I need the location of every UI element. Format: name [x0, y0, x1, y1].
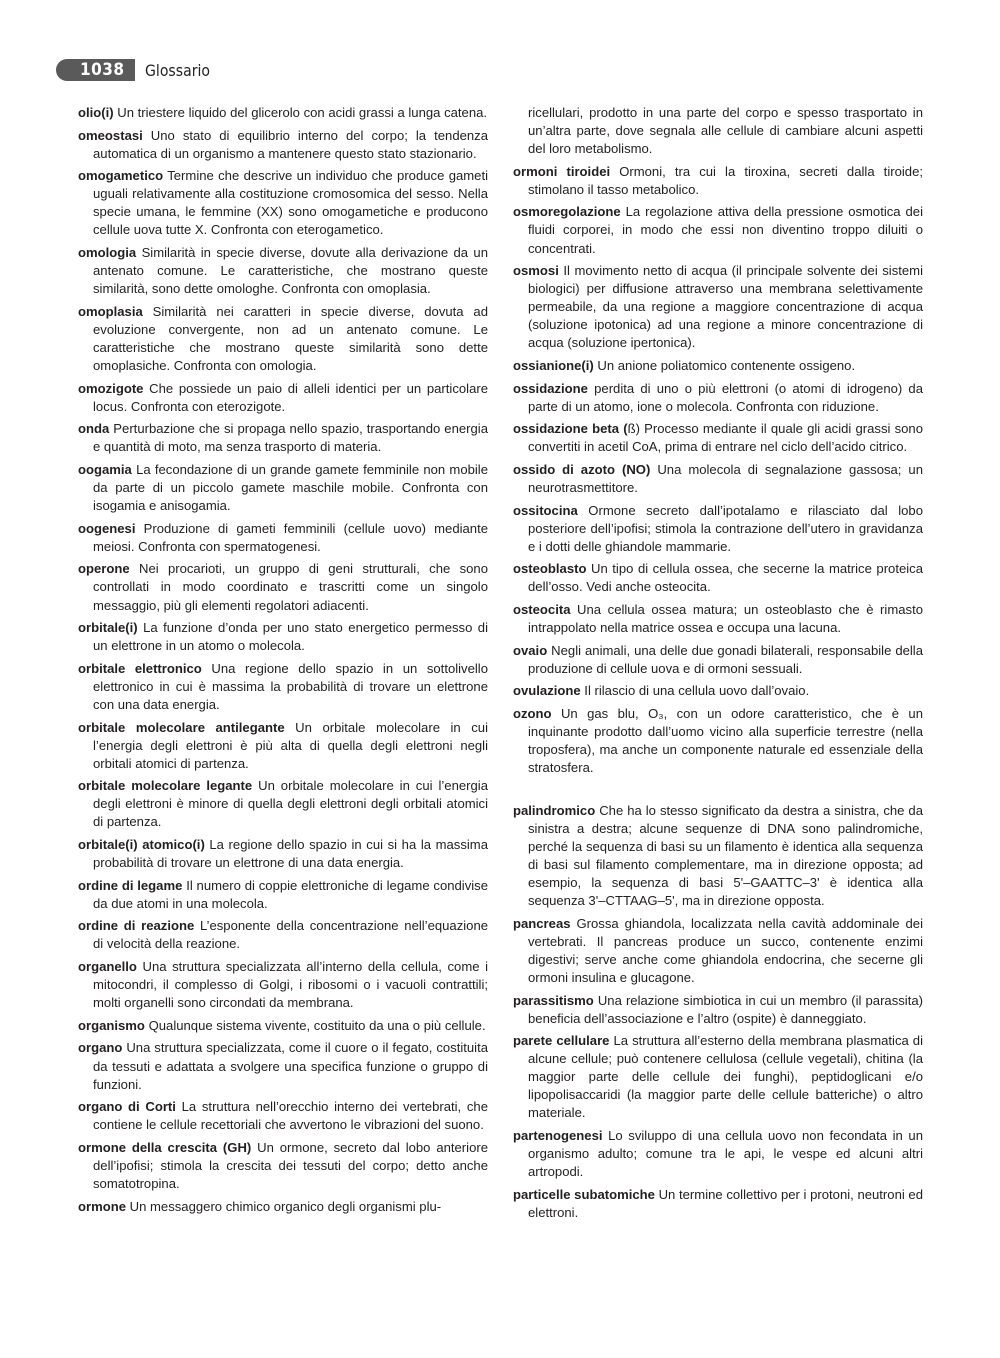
glossary-definition: Un orbitale molecolare in cui l’energia degli elettroni è minore di quella degli elettroni degli orbitali atomici di partenza.: [93, 778, 488, 830]
glossary-entry: [78, 619, 488, 655]
glossary-term: orbitale elettronico: [78, 660, 202, 676]
glossary-term: ovulazione: [513, 683, 581, 699]
glossary-term: organo: [78, 1040, 123, 1056]
glossary-definition: Un anione poliatomico contenente ossigeno.: [593, 357, 856, 373]
glossary-term: ossido di azoto (NO): [513, 462, 651, 477]
glossary-term: orbitale(i): [78, 620, 138, 636]
glossary-term: ozono: [513, 706, 552, 722]
glossary-entry: [513, 802, 923, 910]
glossary-entry: [78, 777, 488, 831]
glossary-definition: Nei procarioti, un gruppo di geni strutturali, che sono controllati in modo coordinato e trascritti come un singolo messaggio, più gli elementi regolatori adiacenti.: [93, 561, 488, 613]
glossary-definition: Una molecola di segnalazione gassosa; un neurotrasmettitore.: [528, 462, 923, 496]
glossary-definition: Termine che descrive un individuo che produce gameti uguali relativamente alla costituzione cromosomica del sesso. Nella specie umana, le femmine (XX) sono omogametiche e producono cellule uova tutte X. Confronta con eterogametico.: [93, 168, 488, 238]
glossary-term: omozigote: [78, 380, 144, 396]
glossary-entry: [78, 303, 488, 375]
glossary-definition: Che possiede un paio di alleli identici per un particolare locus. Confronta con eterozigote.: [93, 380, 488, 414]
glossary-term: orbitale(i) atomico(i): [78, 837, 205, 853]
glossary-entry: [78, 877, 488, 913]
section-gap: [513, 782, 923, 802]
glossary-definition: Il rilascio di una cellula uovo dall’ovaio.: [580, 683, 810, 699]
glossary-term: omologia: [78, 245, 137, 261]
glossary-definition: Perturbazione che si propaga nello spazio, trasportando energia e quantità di moto, ma senza trasporto di materia.: [93, 421, 488, 455]
glossary-column-right: [513, 104, 923, 1227]
glossary-definition: La regione dello spazio in cui si ha la massima probabilità di trovare un elettrone di una data energia.: [93, 837, 488, 871]
glossary-definition: Ormoni, tra cui la tiroxina, secreti dalla tiroide; stimolano il tasso metabolico.: [528, 163, 923, 197]
glossary-entry: [513, 915, 923, 987]
glossary-term: ossidazione beta (: [513, 421, 628, 437]
glossary-term: osteocita: [513, 602, 571, 618]
glossary-term: oogenesi: [78, 520, 136, 536]
glossary-definition: Una cellula ossea matura; un osteoblasto che è rimasto intrappolato nella matrice ossea e occupa una lacuna.: [528, 602, 923, 636]
glossary-entry: [513, 461, 923, 497]
glossary-term: ordine di reazione: [78, 918, 195, 934]
glossary-entry: [513, 420, 923, 456]
glossary-definition: Una relazione simbiotica in cui un membro (il parassita) beneficia dell’associazione e l’altro (ospite) è danneggiato.: [528, 992, 923, 1026]
glossary-definition: Lo sviluppo di una cellula uovo non fecondata in un organismo adulto; comune tra le api, le vespe ed alcuni altri artropodi.: [528, 1128, 923, 1180]
glossary-entry: [78, 836, 488, 872]
page-number: 1038: [56, 59, 135, 81]
page-title: Glossario: [144, 60, 210, 80]
glossary-entry: [513, 163, 923, 199]
glossary-definition: La fecondazione di un grande gamete femminile non mobile da parte di un piccolo gamete maschile mobile. Confronta con isogamia e anisogamia.: [93, 462, 488, 514]
glossary-definition: Una regione dello spazio in un sottolivello elettronico in cui è massima la probabilità di trovare un elettrone con una data energia.: [93, 660, 488, 712]
glossary-entry: [78, 461, 488, 515]
glossary-entry: [78, 719, 488, 773]
glossary-definition: La struttura all’esterno della membrana plasmatica di alcune cellule; può contenere cellulosa (cellule vegetali), chitina (la maggior parte delle cellule dei funghi), peptidoglicani e/o lipopolisaccaridi (la maggior parte delle cellule batteriche) o altro materiale.: [528, 1033, 923, 1121]
glossary-entry: [513, 1127, 923, 1181]
glossary-entry: [513, 560, 923, 596]
glossary-term: osteoblasto: [513, 561, 587, 577]
glossary-term: ordine di legame: [78, 877, 183, 893]
glossary-term: osmosi: [513, 263, 559, 279]
glossary-term: pancreas: [513, 915, 571, 931]
glossary-definition: Una struttura specializzata all’interno della cellula, come i mitocondri, il complesso di Golgi, i ribosomi o i vacuoli contrattili; molti organelli sono circondati da membrana.: [93, 959, 488, 1011]
glossary-entry: [513, 357, 923, 375]
glossary-entry: [78, 1098, 488, 1134]
glossary-definition: Il numero di coppie elettroniche di legame condivise da due atomi in una molecola.: [93, 877, 488, 911]
glossary-entry: [513, 601, 923, 637]
glossary-entry: [513, 1032, 923, 1122]
glossary-definition: Che ha lo stesso significato da destra a sinistra, che da sinistra a destra; alcune sequenze di DNA sono palindromiche, perché la sequenza di basi su un filamento è identica alla sequenza di basi sul filamento complementare, ma in direzione opposta; ad esempio, la sequenza di basi 5'–GAATTC–3' è identica alla sequenza 3'–CTTAAG–5', ma in direzione opposta.: [528, 802, 923, 909]
glossary-definition: Una struttura specializzata, come il cuore o il fegato, costituita da tessuti e adattata a svolgere una specifica funzione o gruppo di funzioni.: [93, 1040, 488, 1092]
glossary-term: onda: [78, 421, 110, 437]
glossary-term: ormone della crescita (GH): [78, 1139, 252, 1155]
glossary-term: omoplasia: [78, 303, 143, 319]
glossary-definition: Negli animali, una delle due gonadi bilaterali, responsabile della produzione di cellule uova e di ormoni sessuali.: [528, 642, 923, 676]
glossary-definition: Il movimento netto di acqua (il principale solvente dei sistemi biologici) per diffusione attraverso una membrana selettivamente permeabile, da una regione a maggiore concentrazione di acqua (soluzione ipotonica) ad una regione a minore concentrazione di acqua (soluzione ipertonica).: [528, 263, 923, 351]
glossary-entry: [78, 420, 488, 456]
glossary-definition: Produzione di gameti femminili (cellule uovo) mediante meiosi. Confronta con spermatogenesi.: [93, 520, 488, 554]
glossary-term: organismo: [78, 1017, 145, 1033]
glossary-entry: [78, 167, 488, 239]
glossary-definition: Un orbitale molecolare in cui l’energia degli elettroni è più alta di quella degli elettroni negli orbitali atomici di partenza.: [93, 719, 488, 771]
glossary-entry: [513, 203, 923, 257]
glossary-entry: [78, 104, 488, 122]
glossary-definition: Un ormone, secreto dal lobo anteriore dell’ipofisi; stimola la crescita dei tessuti del corpo; detto anche somatotropina.: [93, 1139, 488, 1191]
glossary-entry: [513, 380, 923, 416]
glossary-entry: [78, 958, 488, 1012]
glossary-definition: Uno stato di equilibrio interno del corpo; la tendenza automatica di un organismo a mantenere questo stato stazionario.: [93, 127, 488, 161]
glossary-term: ossidazione: [513, 380, 588, 396]
glossary-term: osmoregolazione: [513, 204, 621, 220]
glossary-definition: Grossa ghiandola, localizzata nella cavità addominale dei vertebrati. Il pancreas produce un succo, contenente enzimi digestivi; serve anche come ghiandola endocrina, che secerne gli ormoni insulina e glucagone.: [528, 915, 923, 985]
glossary-term: olio(i): [78, 105, 114, 120]
glossary-entry: [513, 502, 923, 556]
glossary-entry: [513, 104, 923, 158]
glossary-definition: Qualunque sistema vivente, costituito da una o più cellule.: [144, 1017, 486, 1033]
glossary-column-left: [78, 104, 488, 1220]
glossary-term: ossianione(i): [513, 357, 594, 373]
glossary-definition: Similarità nei caratteri in specie diverse, dovuta ad evoluzione convergente, non ad un antenato comune. Le caratteristiche che mostrano queste similarità sono dette omoplasiche. Confronta con omologia.: [93, 303, 488, 373]
glossary-term: palindromico: [513, 802, 596, 818]
glossary-entry: [78, 917, 488, 953]
glossary-definition: Un triestere liquido del glicerolo con acidi grassi a lunga catena.: [113, 105, 488, 120]
glossary-definition: Un termine collettivo per i protoni, neutroni ed elettroni.: [528, 1186, 923, 1220]
glossary-definition: Ormone secreto dall’ipotalamo e rilasciato dal lobo posteriore dell’ipofisi; stimola la contrazione dell’utero in gravidanza e i dotti delle ghiandole mammarie.: [528, 502, 923, 554]
glossary-definition: Un tipo di cellula ossea, che secerne la matrice proteica dell’osso. Vedi anche osteocita.: [528, 561, 923, 595]
glossary-definition: Similarità in specie diverse, dovute alla derivazione da un antenato comune. Le caratteristiche, che mostrano queste similarità, sono dette omologhe. Confronta con omoplasia.: [93, 245, 488, 297]
glossary-term: orbitale molecolare antilegante: [78, 719, 285, 735]
glossary-definition: La regolazione attiva della pressione osmotica dei fluidi corporei, in modo che essi non diventino troppo diluiti o concentrati.: [528, 204, 923, 256]
glossary-entry: [78, 560, 488, 614]
glossary-term: parete cellulare: [513, 1033, 610, 1049]
glossary-entry: [513, 705, 923, 777]
glossary-term: particelle subatomiche: [513, 1186, 655, 1202]
glossary-entry: [78, 1039, 488, 1093]
glossary-term: parassitismo: [513, 992, 594, 1008]
glossary-term: orbitale molecolare legante: [78, 778, 253, 794]
glossary-term: operone: [78, 561, 130, 577]
glossary-definition: La funzione d’onda per uno stato energetico permesso di un elettrone in un atomo o molecola.: [93, 620, 488, 654]
glossary-entry: [513, 682, 923, 700]
glossary-entry: [513, 1186, 923, 1222]
glossary-term: partenogenesi: [513, 1128, 603, 1144]
page-header: [56, 58, 219, 82]
glossary-entry: [78, 520, 488, 556]
glossary-entry: [78, 1139, 488, 1193]
glossary-definition: Un messaggero chimico organico degli organismi plu-: [126, 1198, 442, 1214]
glossary-term: omeostasi: [78, 127, 143, 143]
glossary-entry: [78, 380, 488, 416]
glossary-definition: ß) Processo mediante il quale gli acidi grassi sono convertiti in acetil CoA, prima di entrare nel ciclo dell’acido citrico.: [528, 421, 923, 455]
glossary-entry: [78, 660, 488, 714]
glossary-term: oogamia: [78, 462, 132, 477]
glossary-definition: La struttura nell’orecchio interno dei vertebrati, che contiene le cellule recettoriali che avvertono le vibrazioni del suono.: [93, 1099, 488, 1133]
glossary-definition: Un gas blu, O₃, con un odore caratteristico, che è un inquinante prodotto dall’uomo vicino alla superficie terrestre (nella troposfera), ma anche un componente naturale ed essenziale della stratosfera.: [528, 706, 923, 776]
glossary-entry: [78, 1198, 488, 1216]
glossary-term: omogametico: [78, 168, 164, 184]
glossary-term: ossitocina: [513, 502, 578, 518]
glossary-term: ormone: [78, 1198, 127, 1214]
glossary-entry: [78, 1017, 488, 1035]
glossary-term: ormoni tiroidei: [513, 163, 611, 179]
glossary-entry: [513, 262, 923, 352]
glossary-term: organello: [78, 959, 137, 975]
glossary-entry: [513, 642, 923, 678]
glossary-entry: [78, 127, 488, 163]
glossary-definition: perdita di uno o più elettroni (o atomi di idrogeno) da parte di un atomo, ione o molecola. Confronta con riduzione.: [528, 380, 923, 414]
glossary-definition: ricellulari, prodotto in una parte del corpo e spesso trasportato in un’altra parte, dove segnala alle cellule di cambiare alcuni aspetti del loro metabolismo.: [528, 105, 923, 157]
glossary-entry: [513, 992, 923, 1028]
glossary-definition: L’esponente della concentrazione nell’equazione di velocità della reazione.: [93, 918, 489, 952]
glossary-entry: [78, 244, 488, 298]
glossary-term: organo di Corti: [78, 1099, 176, 1115]
glossary-term: ovaio: [513, 642, 548, 658]
